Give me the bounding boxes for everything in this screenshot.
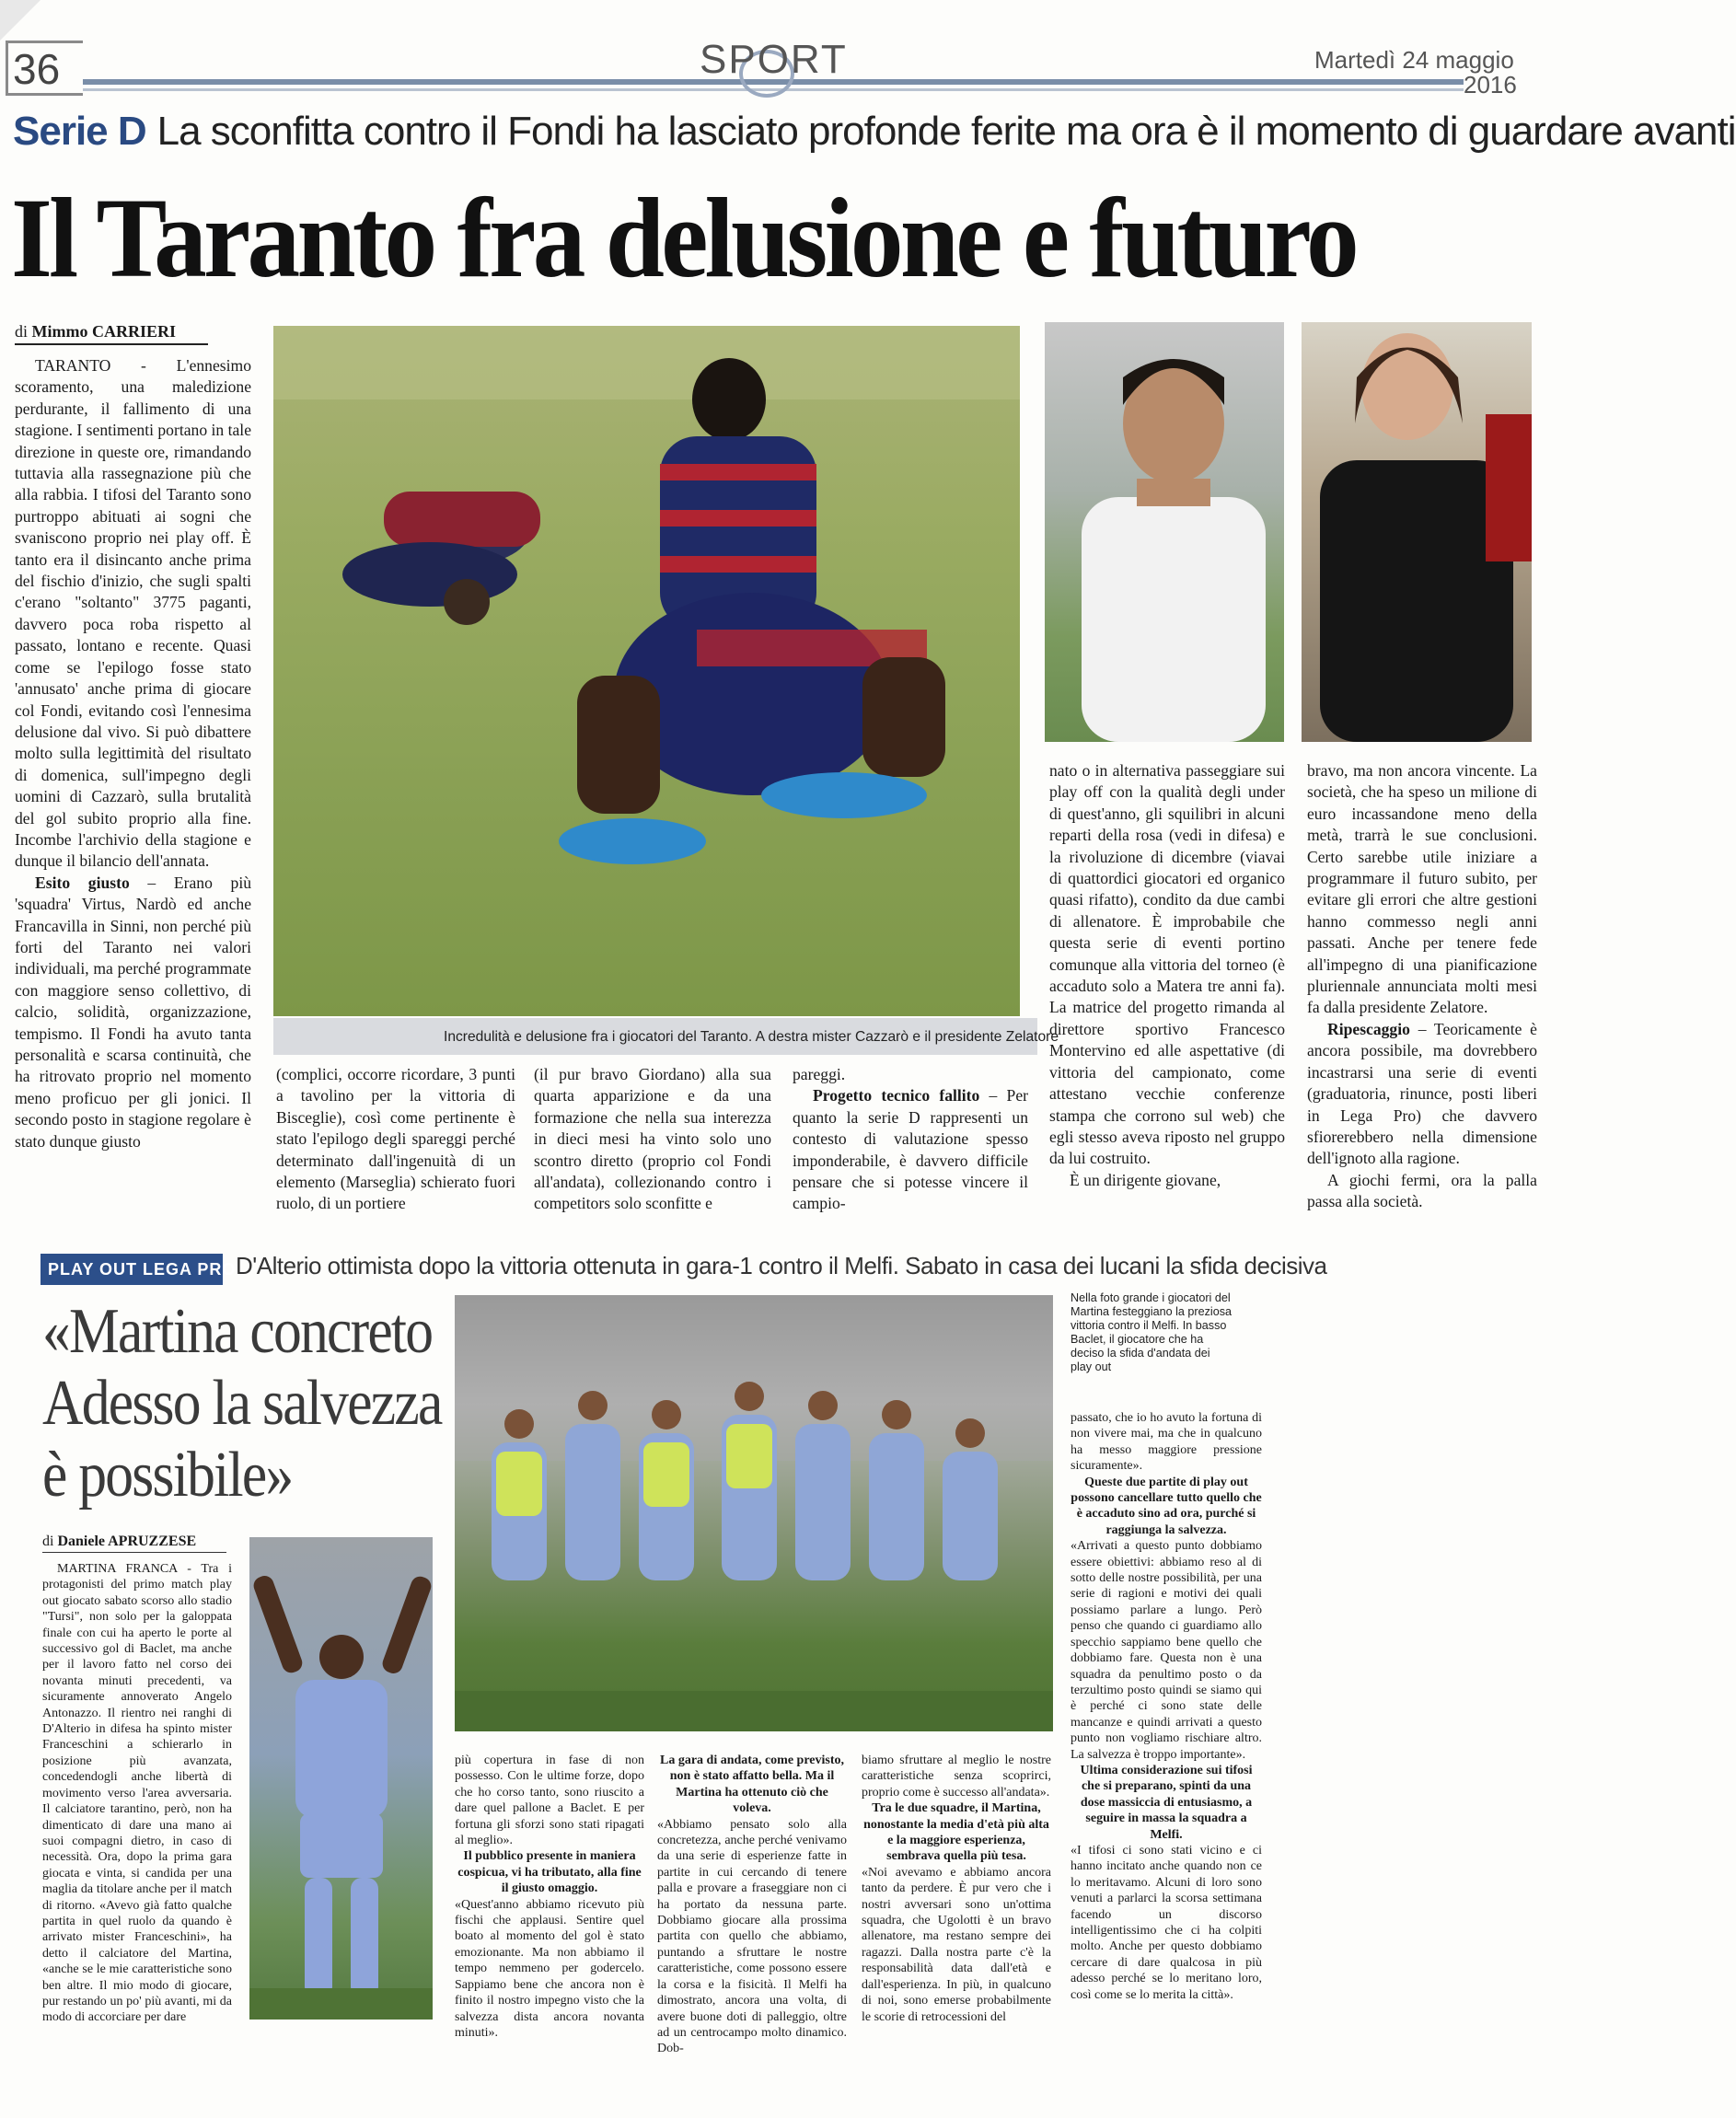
paragraph-lead: Ripescaggio: [1327, 1019, 1410, 1038]
photo-baclet-icon: [249, 1537, 433, 2020]
subheading: Il pubblico presente in maniera cospicua, vi ha tributato, alla fine il giusto omaggio.: [457, 1849, 642, 1896]
article-tagline: D'Alterio ottimista dopo la vittoria ottenuta in gara-1 contro il Melfi. Sabato in casa dei lucani la sfida decisiva: [236, 1252, 1327, 1279]
subheading: La gara di andata, come previsto, non è stato affatto bella. Ma il Martina ha ottenuto ciò che voleva.: [659, 1753, 844, 1816]
article-column-6: [1307, 760, 1537, 1213]
article-column-c: [657, 1753, 847, 2057]
article-headline: Il Taranto fra delusione e futuro: [11, 175, 1356, 301]
paragraph-body: – Teoricamente è ancora possibile, ma dovrebbero incastrarsi una serie di eventi (graduatoria, rinunce, posti liberi in Lega Pro) che davvero sfiorerebbero nella dimensione dell'ignoto alla ragione.: [1307, 1019, 1537, 1168]
subheading: Ultima considerazione sui tifosi che si preparano, spinti da una dose massiccia di entusiasmo, a seguire in massa la squadra a Melfi.: [1080, 1763, 1253, 1842]
photo-coach-icon: [1045, 322, 1284, 742]
date-year: 2016: [1464, 71, 1517, 98]
paragraph: «Abbiamo pensato solo alla concretezza, anche perché venivamo da una serie di esperienze fatte in partite in cui cercando di tenere palla e provare a fraseggiare non ci ha portato da nessuna parte. Dobbiamo giocare alla prossima partita con quello che abbiamo, puntando a sfruttare le nostre caratteristiche, come possono essere la corsa e la fisicità. Il Melfi ha dimostrato, ancora una volta, di avere buone doti di palleggio, oltre ad un centrocampo molto dinamico. Dob-: [657, 1817, 847, 2056]
article-column-4: [793, 1064, 1028, 1215]
article-headline: [42, 1296, 442, 1511]
byline-author: Daniele APRUZZESE: [57, 1534, 197, 1549]
paragraph: [15, 873, 251, 1152]
paragraph: A giochi fermi, ora la palla passa alla società.: [1307, 1170, 1537, 1211]
byline-prefix: di: [42, 1534, 54, 1549]
paragraph: [1307, 1019, 1537, 1170]
photo-caption: Nella foto grande i giocatori del Martina festeggiano la preziosa vittoria contro il Melfi. In basso Baclet, il giocatore che ha deciso la sfida d'andata dei play out: [1071, 1291, 1233, 1373]
headline-line: «Martina concreto: [42, 1296, 433, 1367]
photo-caption: Incredulità e delusione fra i giocatori del Taranto. A destra mister Cazzarò e il presidente Zelatore: [444, 1029, 1059, 1045]
paragraph-lead: Esito giusto: [35, 873, 130, 892]
paragraph: passato, che io ho avuto la fortuna di non vivere mai, ma che in qualcuno ha messo maggiore pressione sicuramente».: [1071, 1411, 1262, 1474]
paragraph: «Noi avevamo e abbiamo ancora tanto da perdere. È pur vero che i nostri avversari sono un'ottima squadra, che Ugolotti è un bravo allenatore, ma restano sempre dei ragazzi. Dalla nostra parte c'è la responsabilità data dall'età e dall'esperienza. In più, in qualcuno di noi, sono emerse probabilmente le scorie di retrocessioni del: [862, 1865, 1051, 2024]
paragraph: «I tifosi ci sono stati vicino e ci hanno incitato anche quando non ce lo meritavamo. Alcuni di loro sono venuti a parlarci la scorsa settimana facendo un discorso intelligentissimo che ci ha colpiti molto. Anche per questo dobbiamo cercare di dare qualcosa in più adesso perché se lo meritano loro, così come se lo merita la città».: [1071, 1843, 1262, 2002]
paragraph: (il pur bravo Giordano) alla sua quarta apparizione e da una formazione che nella sua interezza in dieci mesi ha vinto solo uno scontro diretto (proprio col Fondi all'andata), collezionando contro i competitors solo sconfitte e: [534, 1065, 771, 1213]
byline-author: Mimmo CARRIERI: [31, 322, 177, 341]
paragraph-body: – Per quanto la serie D rappresenti un contesto di valutazione spesso imponderabile, è davvero difficile pensare che si potesse vincere il campio-: [793, 1086, 1029, 1213]
photo-players-icon: [273, 326, 1020, 1016]
section-title: SPORT: [700, 37, 848, 82]
headline-line: è possibile»: [42, 1440, 293, 1510]
photo-president-icon: [1302, 322, 1532, 742]
article-column-b: [455, 1753, 644, 2041]
article-kicker: [13, 109, 1736, 155]
paragraph: (complici, occorre ricordare, 3 punti a tavolino per la vittoria di Bisceglie), così come pertinente è stato l'epilogo degli spareggi perché determinato dall'ingenuità di un elemento (Marseglia) schierato fuori ruolo, di un portiere: [276, 1065, 515, 1213]
subheading: Progetto tecnico fallito: [813, 1086, 980, 1105]
byline-rule: [15, 343, 208, 345]
byline-prefix: di: [15, 322, 29, 341]
photo-team-celebration-icon: [455, 1295, 1053, 1731]
subheading: Queste due partite di play out possono cancellare tutto quello che è accaduto sino ad ora, purché si raggiunga la salvezza.: [1071, 1475, 1262, 1537]
article-column-5: [1049, 760, 1285, 1191]
subheading: Tra le due squadre, il Martina, nonostante la media d'età più alta e la maggiore esperienza, sembrava quella più tesa.: [863, 1801, 1049, 1864]
page-number: 36: [13, 45, 61, 93]
date-line: Martedì 24 maggio: [1314, 46, 1514, 74]
paragraph-body: – Erano più 'squadra' Virtus, Nardò ed anche Francavilla in Sinni, non perché più forti del Taranto nei valori individuali, ma perché programmate con maggiore senso collettivo, di calcio, solidità, organizzazione, tempismo. Il Fondi ha avuto tanta personalità e scarsa continuità, che ha ritrovato proprio nel momento meno proficuo per gli jonici. Il secondo posto in stagione regolare è stato dunque giusto: [15, 873, 252, 1151]
article-byline: [15, 322, 176, 341]
article-column-2: [276, 1064, 515, 1215]
page-corner-fold: [0, 0, 41, 41]
paragraph: TARANTO - L'ennesimo scoramento, una maledizione perdurante, il fallimento di una stagione. I sentimenti portano in tale direzione in queste ore, rimandando tuttavia alla rassegnazione più che alla rabbia. I tifosi del Taranto sono purtroppo abituati ai sogni che svaniscono proprio nei play off. È tanto era il disincanto anche prima del fischio d'inizio, che sugli spalti c'erano "soltanto" 3775 paganti, davvero poca roba rispetto al passato, lontano e recente. Quasi come se l'epilogo fosse stato 'annusato' anche prima di giocare col Fondi, evitando così l'ennesima delusione dal vivo. Si può dibattere molto sulla legittimità del risultato di domenica, sull'impegno degli uomini di Cazzarò, sulla brutalità del gol subito proprio alla fine. Incombe l'archivio della stagione e dunque il bilancio dell'annata.: [15, 356, 251, 871]
article-byline: [42, 1534, 196, 1550]
article-column-3: [534, 1064, 771, 1215]
paragraph: bravo, ma non ancora vincente. La società, che ha speso un milione di euro incassandone meno della metà, trarrà le sue conclusioni. Certo sarebbe utile iniziare a programmare il futuro subito, per evitare gli errori che altre gestioni hanno commesso negli anni passati. Anche per tenere fede all'impegno di una pianificazione pluriennale annunciata molti mesi fa dalla presidente Zelatore.: [1307, 761, 1537, 1017]
paragraph: [793, 1085, 1028, 1214]
paragraph: «Quest'anno abbiamo ricevuto più fischi che applausi. Sentire quel boato al momento del gol è stato emozionante. Ma non abbiamo il tempo nemmeno per godercelo. Sappiamo bene che ancora non è finito il nostro impegno visto che la salvezza dista ancora novanta minuti».: [455, 1897, 644, 2040]
byline-rule: [42, 1552, 226, 1553]
paragraph: MARTINA FRANCA - Tra i protagonisti del primo match play out giocato sabato scorso allo stadio "Tursi", non solo per la galoppata finale con cui ha aperto le porte al successivo gol di Baclet, ma anche per il lavoro fatto nel corso dei novanta minuti precedenti, va sicuramente annoverato Angelo Antonazzo. Il rientro nei ranghi di D'Alterio in difesa ha spinto mister Franceschini a schierarlo in posizione più avanzata, concedendogli anche libertà di movimento verso l'area avversaria. Il calciatore tarantino, però, non ha dimenticato di dare una mano ai suoi compagni dietro, in caso di necessità. Ora, dopo la prima gara giocata e vinta, si candida per una maglia da titolare anche per il match di ritorno. «Avevo già fatto qualche partita in quel ruolo da quando è arrivato mister Franceschini», ha detto il calciatore del Martina, «anche se le mie caratteristiche sono ben altre. Il mio modo di giocare, pur restando un po' più avanti, mi da modo di accorciare per dare: [42, 1562, 232, 2025]
paragraph: pareggi.: [793, 1065, 846, 1083]
paragraph: biamo sfruttare al meglio le nostre caratteristiche senza scoprirci, proprio come è successo all'andata».: [862, 1753, 1051, 1800]
article-column-e: [1071, 1410, 1262, 2003]
paragraph: È un dirigente giovane,: [1070, 1170, 1221, 1189]
article-column-1: [15, 355, 251, 1152]
kicker-tag: Serie D: [13, 109, 146, 154]
paragraph: nato o in alternativa passeggiare sui play off con la qualità degli under di quest'anno, gli squilibri in alcuni reparti della rosa (vedi in difesa) e la rivoluzione di dicembre (viavai di quattordici giocatori ed organico quasi rifatto), condito da due cambi di allenatore. È improbabile che questa serie di eventi portino comunque alla vittoria del torneo (è accaduto solo a Matera tre anni fa). La matrice del progetto rimanda al direttore sportivo Francesco Montervino ed alle aspettative (di vittoria del campionato, come attestano vecchie conferenze stampa che corrono sul web) che egli stesso aveva riposto nel gruppo da lui costruito.: [1049, 761, 1285, 1168]
article-column-d: [862, 1753, 1051, 2025]
article-column-a: [42, 1561, 232, 2026]
article-tag: PLAY OUT LEGA PRO: [48, 1260, 237, 1279]
paragraph: «Arrivati a questo punto dobbiamo essere obiettivi: abbiamo reso al di sotto delle nostre possibilità, per una serie di ragioni e motivi dei quali possiamo parlare a lungo. Però penso che quando ci guardiamo allo specchio sappiamo bene quello che dobbiamo fare. Questa non è una squadra da penultimo posto o da terzultimo posto quindi se siamo qui è perché ci sono state delle mancanze e quindi arrivati a questo punto non vogliamo rischiare altro. La salvezza è troppo importante».: [1071, 1539, 1262, 1762]
headline-line: Adesso la salvezza: [42, 1368, 442, 1439]
paragraph: più copertura in fase di non possesso. Con le ultime forze, dopo che ho corso tanto, sono riuscito a dare quel pallone a Baclet. E per fortuna gli sforzi sono stati ripagati al meglio».: [455, 1753, 644, 1848]
kicker-text: La sconfitta contro il Fondi ha lasciato profonde ferite ma ora è il momento di guardare avanti: [156, 109, 1736, 154]
